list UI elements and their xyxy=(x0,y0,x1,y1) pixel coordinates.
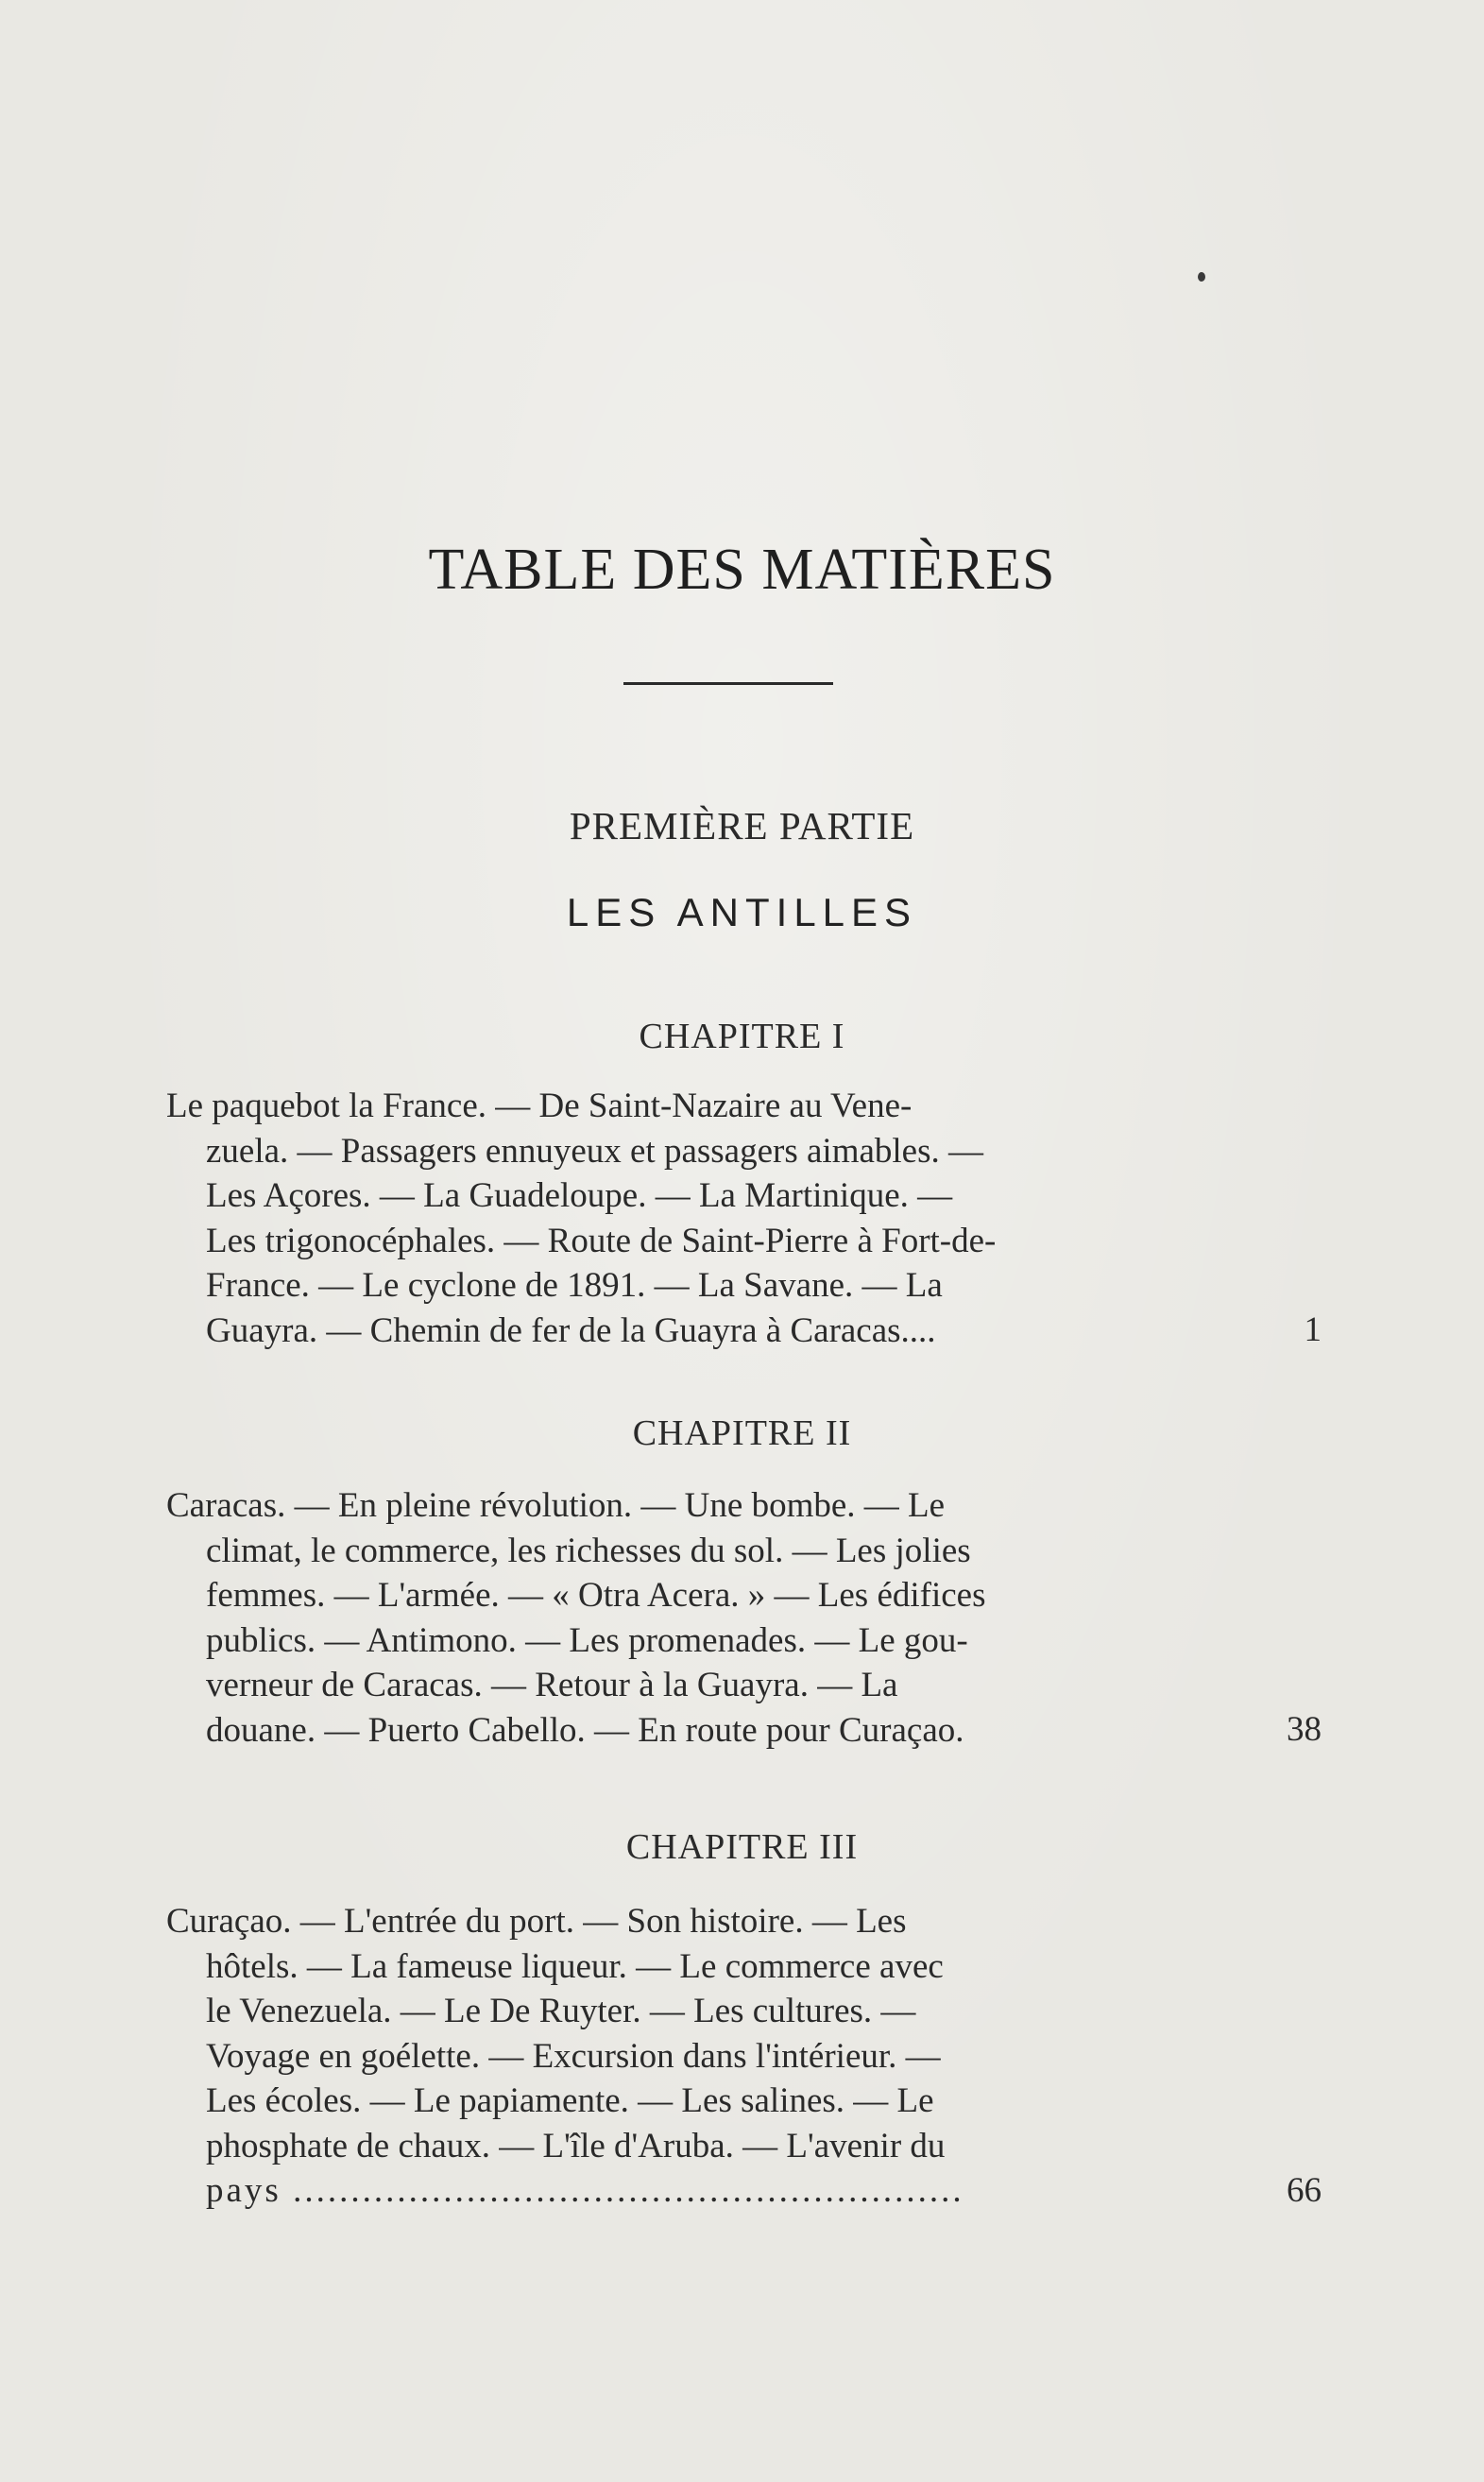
summary-line xyxy=(166,1173,1224,1219)
chapter-heading: CHAPITRE I xyxy=(639,1017,845,1056)
part-title: PREMIÈRE PARTIE xyxy=(569,804,915,847)
summary-line xyxy=(166,1618,1224,1664)
summary-line-text: climat, le commerce, les richesses du sol. — Les jolies xyxy=(206,1531,971,1570)
summary-line-text: douane. — Puerto Cabello. — En route pour Curaçao. xyxy=(206,1710,964,1750)
summary-line xyxy=(166,1483,1224,1529)
summary-line xyxy=(166,1708,1224,1754)
summary-line-text: Curaçao. — L'entrée du port. — Son histoire. — Les xyxy=(166,1902,907,1941)
summary-line xyxy=(166,1263,1224,1309)
page-number: 38 xyxy=(1287,1710,1322,1749)
summary-line-text: Les trigonocéphales. — Route de Saint-Pierre à Fort-de- xyxy=(206,1221,997,1260)
summary-line xyxy=(166,2124,1224,2169)
summary-line-text: Les Açores. — La Guadeloupe. — La Martinique. — xyxy=(206,1176,953,1215)
summary-line-text: Les écoles. — Le papiamente. — Les salines. — Le xyxy=(206,2081,934,2120)
summary-line-text: pays .......................................................... xyxy=(206,2171,964,2210)
summary-line xyxy=(166,2079,1224,2124)
chapter-heading: CHAPITRE III xyxy=(625,1827,859,1867)
summary-line-text: Voyage en goélette. — Excursion dans l'intérieur. — xyxy=(206,2036,941,2076)
summary-line xyxy=(166,1084,1224,1129)
summary-line xyxy=(166,2168,1224,2214)
summary-line xyxy=(166,1219,1224,1264)
summary-line xyxy=(166,1573,1224,1618)
ink-speck xyxy=(1198,272,1205,282)
section-title: LES ANTILLES xyxy=(566,890,918,934)
summary-line xyxy=(166,1899,1224,1944)
summary-line-text: hôtels. — La fameuse liqueur. — Le commerce avec xyxy=(206,1946,944,1986)
summary-line xyxy=(166,1529,1224,1574)
summary-line-text: Caracas. — En pleine révolution. — Une bombe. — Le xyxy=(166,1486,946,1525)
summary-line-text: verneur de Caracas. — Retour à la Guayra. — La xyxy=(206,1666,898,1704)
page-number: 66 xyxy=(1287,2171,1322,2210)
summary-line xyxy=(166,1309,1224,1354)
summary-line xyxy=(166,2034,1224,2080)
summary-line-text: Guayra. — Chemin de fer de la Guayra à Caracas.... xyxy=(206,1310,936,1350)
summary-line-text: le Venezuela. — Le De Ruyter. — Les cultures. — xyxy=(206,1992,916,2030)
chapter-summary xyxy=(166,1084,1224,1353)
summary-line-text: publics. — Antimono. — Les promenades. — Le gou- xyxy=(206,1620,968,1660)
summary-line xyxy=(166,1989,1224,2034)
page-number: 1 xyxy=(1304,1310,1322,1349)
summary-line xyxy=(166,1944,1224,1990)
chapter-summary xyxy=(166,1899,1224,2214)
summary-line-text: Le paquebot la France. — De Saint-Nazaire au Vene- xyxy=(166,1087,913,1125)
summary-line-text: France. — Le cyclone de 1891. — La Savane. — La xyxy=(206,1266,943,1305)
chapter-heading: CHAPITRE II xyxy=(632,1413,852,1453)
page-title: TABLE DES MATIÈRES xyxy=(428,538,1056,602)
summary-line-text: zuela. — Passagers ennuyeux et passagers aimables. — xyxy=(206,1131,983,1171)
chapter-summary xyxy=(166,1483,1224,1753)
summary-line-text: femmes. — L'armée. — « Otra Acera. » — Les édifices xyxy=(206,1576,986,1615)
title-rule xyxy=(623,682,833,685)
summary-line-text: phosphate de chaux. — L'île d'Aruba. — L'avenir du xyxy=(206,2126,946,2165)
summary-line xyxy=(166,1663,1224,1708)
summary-line xyxy=(166,1129,1224,1174)
